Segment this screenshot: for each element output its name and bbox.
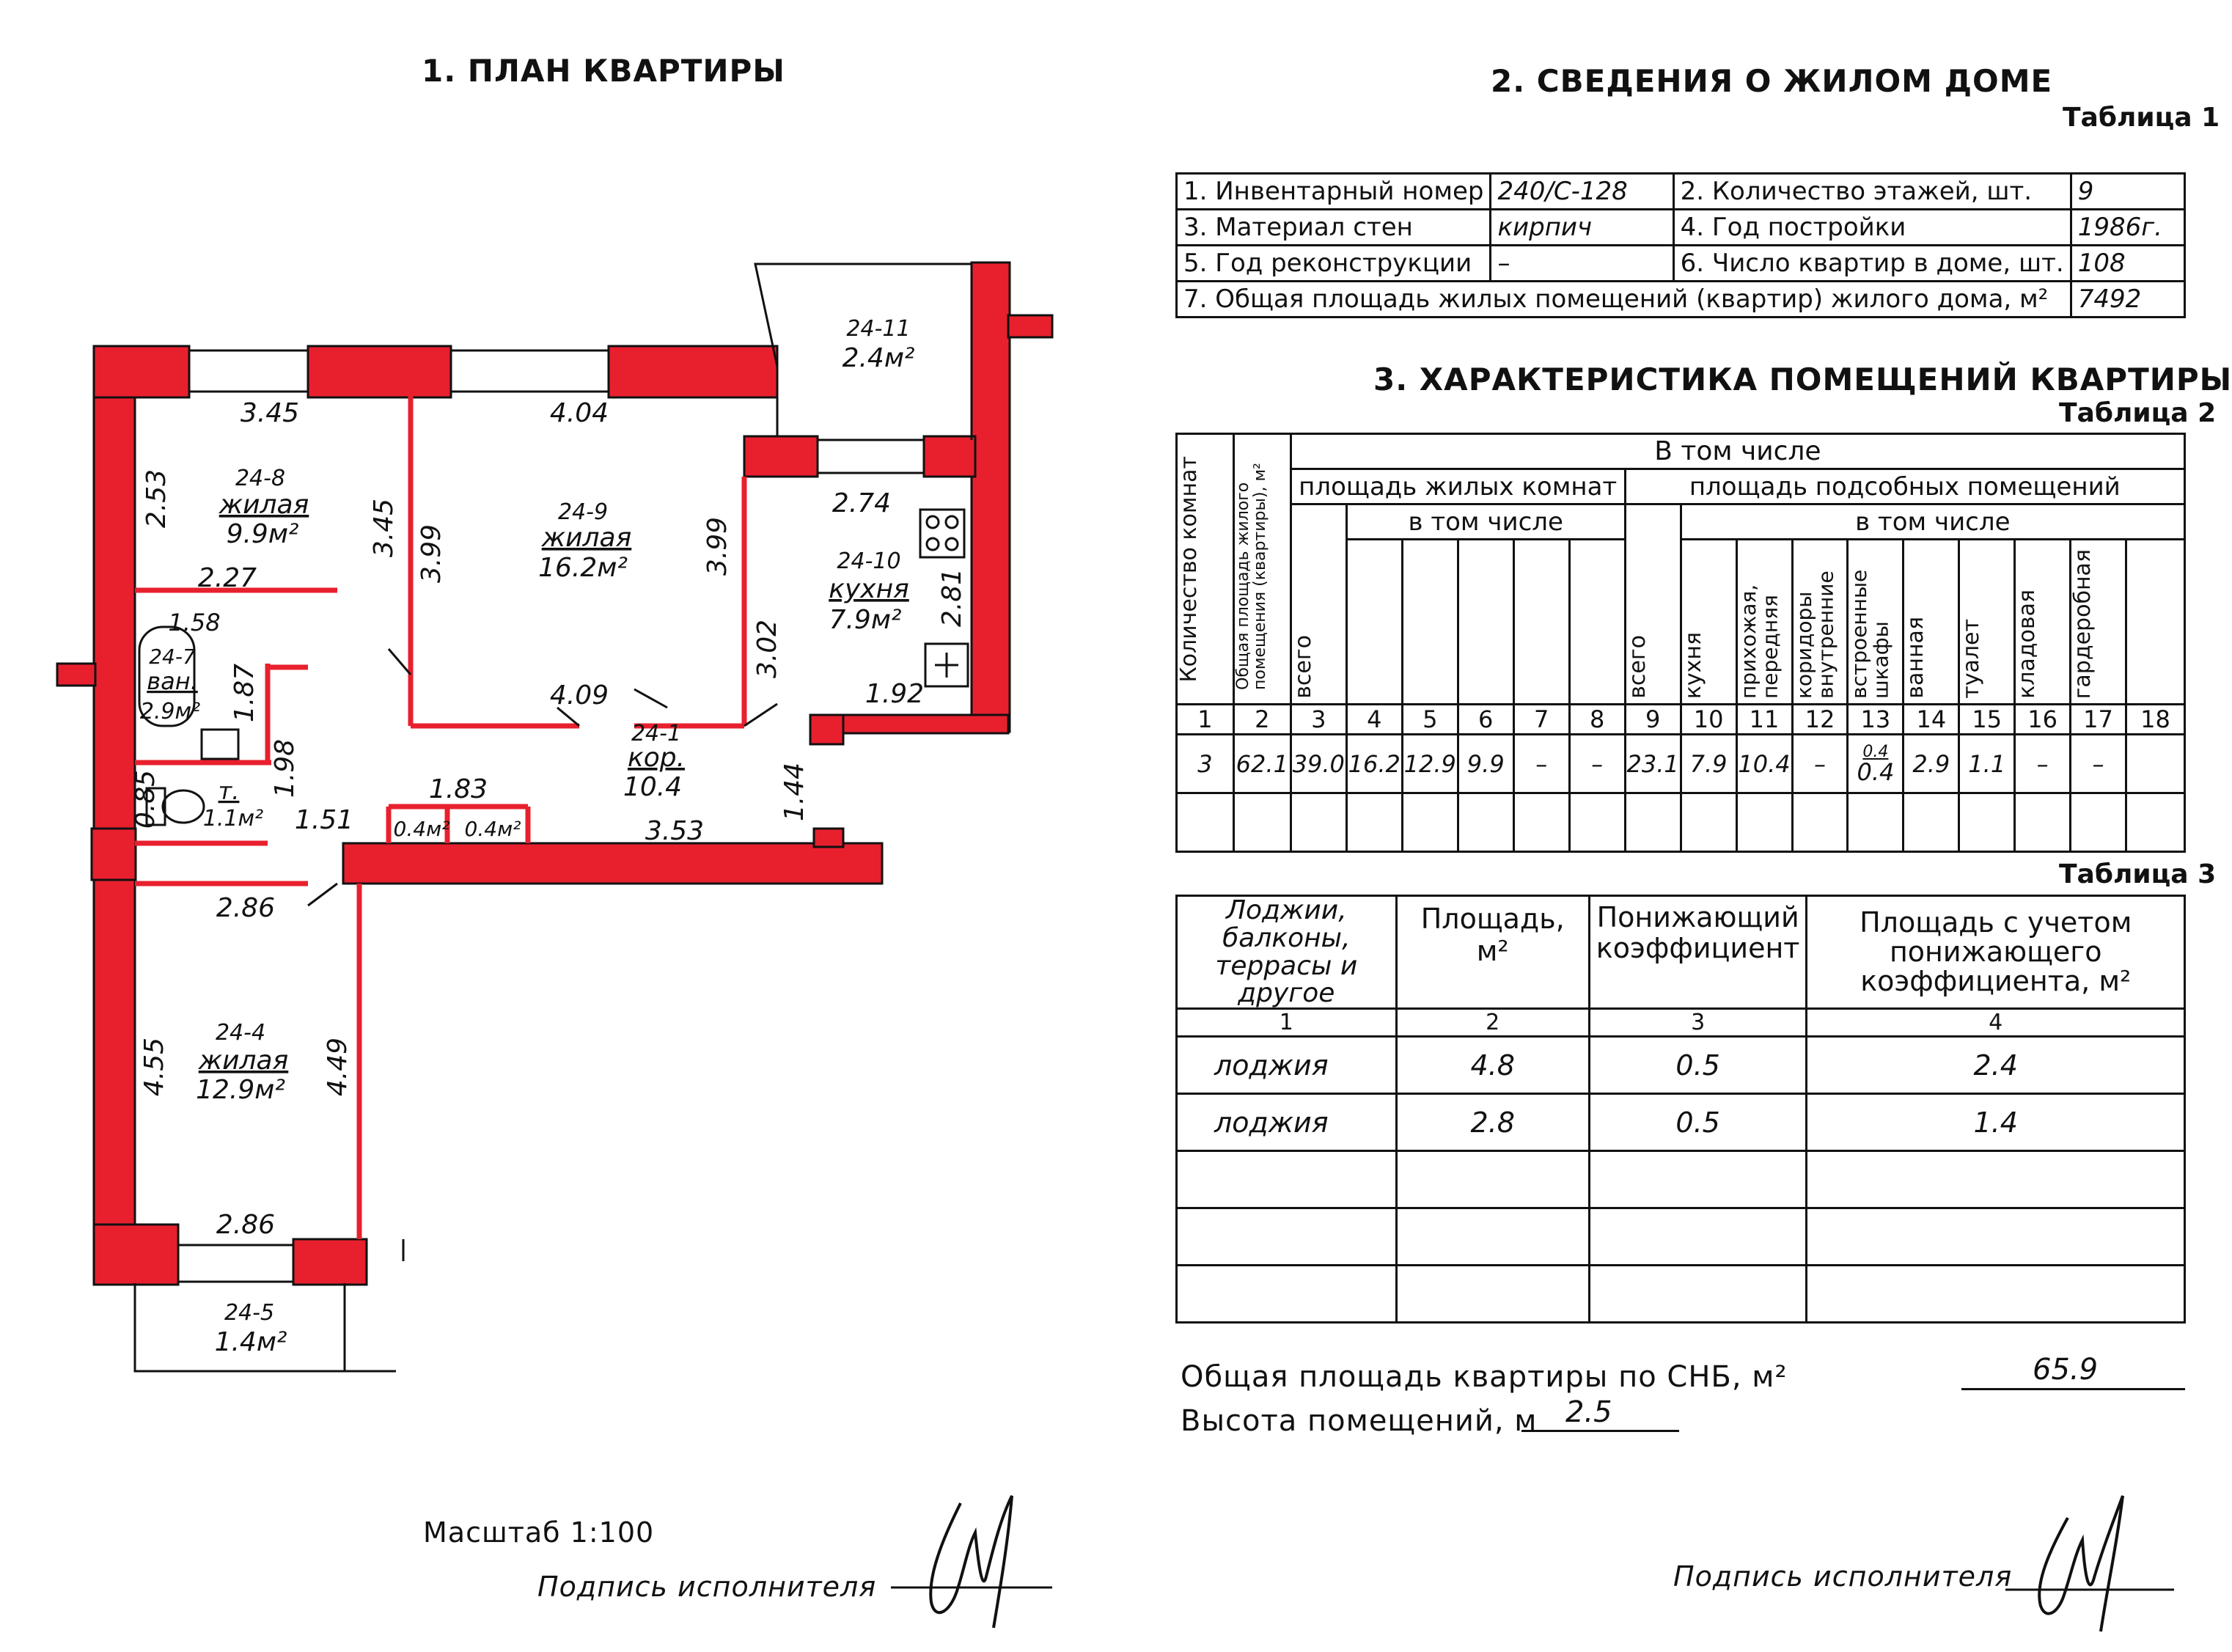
cell: 39.0 (1291, 735, 1346, 793)
dim-17: 2.81 (937, 568, 967, 628)
header-cell (1233, 434, 1291, 705)
room-24-9-id: 24-9 (557, 499, 609, 525)
plan-signature-mark (891, 1474, 1082, 1642)
cell (1291, 793, 1346, 852)
dim-23: 4.49 (323, 1037, 353, 1097)
cell (1402, 793, 1458, 852)
cell (1625, 793, 1681, 852)
cell: 16 (2015, 705, 2071, 735)
closet-value: 0.4 (1857, 757, 1895, 786)
room-24-7-area: 2.9м² (139, 699, 201, 724)
header-text: Площадь, м² (1420, 903, 1565, 967)
total-area-underline (1961, 1388, 2185, 1390)
cell (2015, 793, 2071, 852)
header-cell (1291, 504, 1346, 705)
table-row (1177, 469, 2185, 504)
cell: 0.5 (1589, 1037, 1807, 1094)
header-cell: площадь подсобных помещений (1625, 469, 2184, 504)
dim-6: 3.99 (702, 516, 733, 576)
table3-caption: Таблица 3 (2059, 859, 2217, 889)
cell (1396, 1266, 1589, 1323)
header-text: ванная (1903, 617, 1929, 699)
table-row (1177, 1009, 2185, 1037)
dim-10: 1.98 (270, 738, 300, 799)
dim-9: 1.87 (230, 663, 260, 723)
cell: 15 (1959, 705, 2015, 735)
table-row (1177, 793, 2185, 852)
header-text: всего (1624, 635, 1651, 699)
cell: 3 (1177, 735, 1234, 793)
cell (1736, 793, 1792, 852)
floor-plan (44, 249, 1129, 1540)
cell: 1986г. (2071, 210, 2184, 246)
dim-24: 2.86 (216, 1210, 276, 1240)
plan-signature-label: Подпись исполнителя (537, 1571, 877, 1603)
cell: 1 (1177, 705, 1234, 735)
height-underline (1521, 1430, 1679, 1432)
cell: 11 (1736, 705, 1792, 735)
header-text: гардеробная (2070, 548, 2096, 699)
height-label: Высота помещений, м (1181, 1404, 1538, 1438)
header-cell: площадь жилых комнат (1291, 469, 1625, 504)
cell: – (1792, 735, 1848, 793)
room-24-9-name: жилая (541, 523, 632, 553)
cell (1807, 1208, 2185, 1266)
loggia-table (1175, 895, 2186, 1324)
cell: 0.5 (1589, 1094, 1807, 1151)
room-24-4-name: жилая (198, 1046, 289, 1076)
cell: 6 (1458, 705, 1513, 735)
header-text: кухня (1680, 631, 1706, 699)
header-text: Лоджии, балконы, террасы и другое (1215, 895, 1358, 1009)
cell: – (1569, 735, 1625, 793)
house-heading: 2. СВЕДЕНИЯ О ЖИЛОМ ДОМЕ (1491, 63, 2053, 99)
cell (1177, 1266, 1397, 1323)
dim-21: 2.86 (216, 893, 276, 923)
cell: 9 (1625, 705, 1681, 735)
dim-20: 3.53 (645, 816, 705, 846)
room-24-11-area: 2.4м² (842, 343, 915, 373)
room-wc-id: т. (218, 777, 240, 805)
dim-11: 0.85 (131, 769, 161, 829)
room-24-10-name: кухня (829, 574, 909, 604)
header-cell (2071, 540, 2126, 705)
cell: 10.4 (1736, 735, 1792, 793)
total-area-label: Общая площадь квартиры по СНБ, м² (1181, 1360, 1788, 1394)
room-24-7-name: ван. (147, 667, 198, 695)
cell: – (1491, 246, 1673, 282)
header-cell (1625, 504, 1681, 705)
header-text: коридоры внутренние (1791, 570, 1838, 699)
cell (1513, 793, 1569, 852)
cell: 13 (1848, 705, 1904, 735)
cell (1589, 1266, 1807, 1323)
room-24-1-area: 10.4 (623, 772, 683, 802)
room-24-11-id: 24-11 (846, 316, 911, 342)
cell: 4. Год постройки (1673, 210, 2071, 246)
dim-14: 4.09 (549, 680, 609, 711)
table-row (1177, 1151, 2185, 1208)
cell (1792, 793, 1848, 852)
header-text: прихожая, передняя (1736, 584, 1782, 699)
cell (1177, 1151, 1397, 1208)
header-cell: в том числе (1681, 504, 2184, 540)
cell: 12 (1792, 705, 1848, 735)
header-cell (1681, 540, 1736, 705)
cell (1396, 1208, 1589, 1266)
cell (2126, 735, 2184, 793)
cell (1807, 1266, 2185, 1323)
cell (1177, 793, 1234, 852)
cell: 1. Инвентарный номер (1177, 174, 1491, 210)
header-text: всего (1290, 635, 1316, 699)
cell: – (2015, 735, 2071, 793)
header-cell (2015, 540, 2071, 705)
room-24-7-id: 24-7 (149, 645, 196, 669)
header-cell (2126, 540, 2184, 705)
cell (1346, 793, 1402, 852)
cell: 8 (1569, 705, 1625, 735)
cell: 2.4 (1807, 1037, 2185, 1094)
cell (1589, 1151, 1807, 1208)
cell (1681, 793, 1736, 852)
cell (1569, 793, 1625, 852)
cell (1959, 793, 2015, 852)
table-row (1177, 246, 2185, 282)
table-row (1177, 504, 2185, 540)
table-row (1177, 174, 2185, 210)
cell: 4.8 (1396, 1037, 1589, 1094)
header-cell (1904, 540, 1959, 705)
total-area-value: 65.9 (2033, 1353, 2099, 1387)
dim-16: 2.74 (832, 488, 892, 518)
room-24-10-id: 24-10 (837, 548, 901, 574)
plan-heading: 1. ПЛАН КВАРТИРЫ (422, 53, 785, 89)
cell: 3. Материал стен (1177, 210, 1491, 246)
header-cell (1177, 434, 1234, 705)
rooms-table (1175, 433, 2186, 853)
table-row (1177, 705, 2185, 735)
cell: лоджия (1177, 1094, 1397, 1151)
header-text: встроенные шкафы (1847, 569, 1893, 699)
header-cell (1396, 896, 1589, 1009)
table-row (1177, 896, 2185, 1009)
table-row (1177, 282, 2185, 317)
header-cell (1589, 896, 1807, 1009)
header-cell (1736, 540, 1792, 705)
dim-2: 4.04 (549, 398, 609, 428)
cell: лоджия (1177, 1037, 1397, 1094)
table-row (1177, 1094, 2185, 1151)
cell: 16.2 (1346, 735, 1402, 793)
table-row (1177, 735, 2185, 793)
cell (1848, 793, 1904, 852)
cell: 1.1 (1959, 735, 2015, 793)
header-cell (1346, 540, 1402, 705)
header-text: Площадь с учетом понижающего коэффициента, м² (1860, 906, 2132, 997)
cell (1458, 793, 1513, 852)
cell: 2 (1233, 705, 1291, 735)
cell: 7.9 (1681, 735, 1736, 793)
dim-19: 1.44 (779, 762, 810, 822)
room-24-9-area: 16.2м² (538, 553, 628, 583)
cell (1807, 1151, 2185, 1208)
cell: 5. Год реконструкции (1177, 246, 1491, 282)
signature-label: Подпись исполнителя (1673, 1560, 2013, 1593)
room-wc-area: 1.1м² (202, 806, 264, 831)
header-cell: В том числе (1291, 434, 2184, 469)
cell: 2.8 (1396, 1094, 1589, 1151)
dim-7: 2.27 (197, 563, 257, 593)
cell: 62.1 (1233, 735, 1291, 793)
header-text: Понижающий коэффициент (1596, 901, 1800, 964)
cell: 2. Количество этажей, шт. (1673, 174, 2071, 210)
cell: 7492 (2071, 282, 2184, 317)
room-24-10-area: 7.9м² (829, 605, 902, 635)
room-24-1-name: кор. (627, 743, 686, 773)
scale-label: Масштаб 1:100 (423, 1516, 655, 1549)
cell: 17 (2071, 705, 2126, 735)
cell: 18 (2126, 705, 2184, 735)
cell: 108 (2071, 246, 2184, 282)
cell: 9.9 (1458, 735, 1513, 793)
header-cell (1458, 540, 1513, 705)
height-value: 2.5 (1565, 1395, 1612, 1429)
header-cell (1792, 540, 1848, 705)
cell: 4 (1807, 1009, 2185, 1037)
cell: 4 (1346, 705, 1402, 735)
room-24-5-area: 1.4м² (214, 1327, 287, 1357)
dim-8: 1.58 (168, 609, 221, 636)
cell: 10 (1681, 705, 1736, 735)
cell: 1.4 (1807, 1094, 2185, 1151)
dim-1: 3.45 (240, 398, 300, 428)
room-24-1-id: 24-1 (631, 721, 682, 746)
cell (1589, 1208, 1807, 1266)
cell (1848, 735, 1904, 793)
cell: 240/С-128 (1491, 174, 1673, 210)
cell: 1 (1177, 1009, 1397, 1037)
house-info-table (1175, 172, 2186, 318)
cell (1904, 793, 1959, 852)
cell: 23.1 (1625, 735, 1681, 793)
header-text: Общая площадь жилого помещения (квартиры), м² (1233, 463, 1269, 690)
table-row (1177, 1208, 2185, 1266)
cell: 7. Общая площадь жилых помещений (квартир) жилого дома, м² (1177, 282, 2071, 317)
cell: кирпич (1491, 210, 1673, 246)
cell: 3 (1291, 705, 1346, 735)
rooms-heading: 3. ХАРАКТЕРИСТИКА ПОМЕЩЕНИЙ КВАРТИРЫ (1373, 361, 2232, 397)
room-24-8-id: 24-8 (235, 466, 286, 491)
dim-18: 1.92 (864, 679, 925, 709)
cell: 7 (1513, 705, 1569, 735)
cell (2071, 793, 2126, 852)
dim-13: 1.83 (428, 774, 488, 804)
cell: 12.9 (1402, 735, 1458, 793)
cell: – (1513, 735, 1569, 793)
header-text: Количество комнат (1176, 455, 1202, 683)
dim-12: 1.51 (294, 805, 354, 835)
header-cell: в том числе (1346, 504, 1625, 540)
dim-22: 4.55 (139, 1037, 169, 1097)
header-cell (1569, 540, 1625, 705)
room-24-5-id: 24-5 (224, 1300, 275, 1326)
room-24-8-area: 9.9м² (226, 519, 299, 549)
room-24-4-id: 24-4 (215, 1020, 266, 1046)
header-cell (1177, 896, 1397, 1009)
room-24-8-name: жилая (219, 490, 309, 520)
header-cell (1959, 540, 2015, 705)
cell: – (2071, 735, 2126, 793)
header-cell (1807, 896, 2185, 1009)
cell: 2 (1396, 1009, 1589, 1037)
header-cell (1513, 540, 1569, 705)
header-text: кладовая (2014, 590, 2041, 699)
table-row (1177, 1266, 2185, 1323)
table-row (1177, 434, 2185, 469)
closet-extra-value: 0.4 (1862, 742, 1889, 761)
dim-15: 3.02 (752, 619, 782, 679)
table1-caption: Таблица 1 (2063, 103, 2220, 133)
cell (1396, 1151, 1589, 1208)
dim-5: 3.99 (416, 524, 447, 584)
cell: 3 (1589, 1009, 1807, 1037)
header-cell (1848, 540, 1904, 705)
table2-caption: Таблица 2 (2059, 398, 2217, 428)
room-24-4-area: 12.9м² (196, 1075, 285, 1105)
cell (2126, 793, 2184, 852)
dim-4: 3.45 (369, 498, 399, 558)
table-row (1177, 210, 2185, 246)
header-text: туалет (1958, 619, 1985, 699)
closet-2-area: 0.4м² (464, 817, 521, 841)
cell: 6. Число квартир в доме, шт. (1673, 246, 2071, 282)
cell: 2.9 (1904, 735, 1959, 793)
dim-3: 2.53 (142, 469, 172, 529)
cell (1177, 1208, 1397, 1266)
header-cell (1402, 540, 1458, 705)
cell: 5 (1402, 705, 1458, 735)
signature-mark (1991, 1474, 2181, 1642)
cell (1233, 793, 1291, 852)
closet-1-area: 0.4м² (393, 817, 450, 841)
cell: 14 (1904, 705, 1959, 735)
cell: 9 (2071, 174, 2184, 210)
table-row (1177, 1037, 2185, 1094)
